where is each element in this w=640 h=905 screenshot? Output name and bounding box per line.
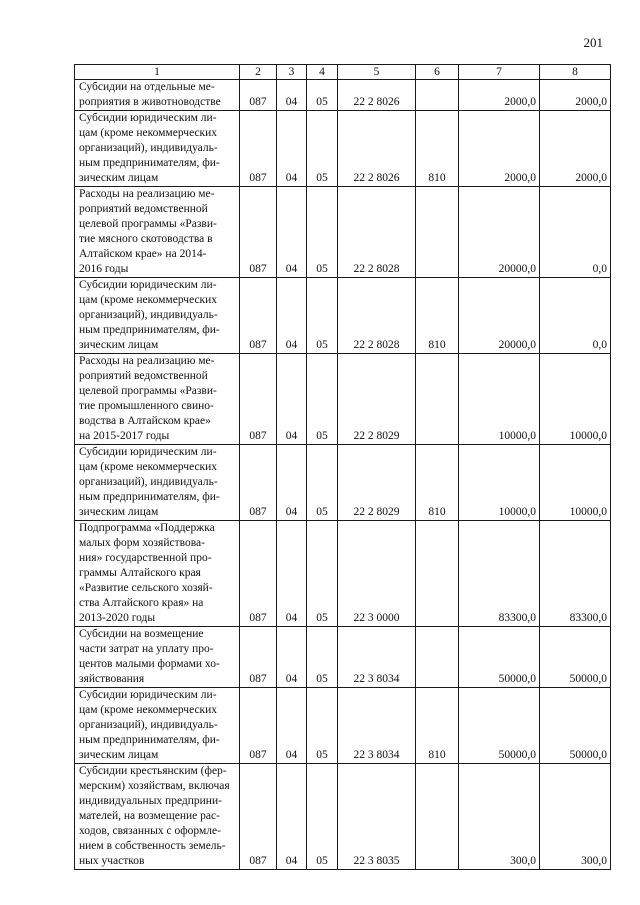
ministry-code-cell: 087: [240, 627, 277, 688]
subsection-code-cell: 05: [307, 354, 338, 445]
target-article-cell: 22 3 8034: [338, 688, 416, 764]
expense-name-cell: Субсидии крестьянским (фер- мерским) хозяйствам, включая индивидуальных предприни- мателей, на возмещение рас- ходов, связанных с оформле- нием в собственность земель- ных участков: [75, 764, 240, 870]
target-article-cell: 22 2 8026: [338, 80, 416, 111]
amount-year2-cell: 50000,0: [540, 627, 611, 688]
expense-name-cell: Субсидии на отдельные ме- роприятия в животноводстве: [75, 80, 240, 111]
section-code-cell: 04: [277, 80, 307, 111]
expense-name-cell: Субсидии юридическим ли- цам (кроме некоммерческих организаций), индивидуаль- ным предпринимателям, фи- зическим лицам: [75, 688, 240, 764]
amount-year2-cell: 300,0: [540, 764, 611, 870]
table-row: [75, 764, 611, 870]
column-header: 2: [240, 65, 277, 80]
subsection-code-cell: 05: [307, 278, 338, 354]
expense-type-cell: [416, 627, 459, 688]
section-code-cell: 04: [277, 764, 307, 870]
amount-year1-cell: 10000,0: [459, 354, 540, 445]
target-article-cell: 22 3 8034: [338, 627, 416, 688]
amount-year1-cell: 2000,0: [459, 80, 540, 111]
expense-type-cell: 810: [416, 688, 459, 764]
ministry-code-cell: 087: [240, 278, 277, 354]
expense-type-cell: [416, 80, 459, 111]
subsection-code-cell: 05: [307, 111, 338, 187]
section-code-cell: 04: [277, 445, 307, 521]
section-code-cell: 04: [277, 278, 307, 354]
section-code-cell: 04: [277, 111, 307, 187]
amount-year2-cell: 0,0: [540, 187, 611, 278]
amount-year1-cell: 83300,0: [459, 521, 540, 627]
column-header: 6: [416, 65, 459, 80]
ministry-code-cell: 087: [240, 80, 277, 111]
amount-year1-cell: 20000,0: [459, 187, 540, 278]
table-row: [75, 111, 611, 187]
section-code-cell: 04: [277, 354, 307, 445]
section-code-cell: 04: [277, 187, 307, 278]
subsection-code-cell: 05: [307, 521, 338, 627]
expense-name-cell: Расходы на реализацию ме- роприятий ведомственной целевой программы «Разви- тие промышленного свино- водства в Алтайском крае» на 2015-2017 годы: [75, 354, 240, 445]
amount-year2-cell: 0,0: [540, 278, 611, 354]
amount-year1-cell: 2000,0: [459, 111, 540, 187]
budget-table: [74, 64, 611, 870]
expense-type-cell: 810: [416, 111, 459, 187]
subsection-code-cell: 05: [307, 764, 338, 870]
amount-year2-cell: 2000,0: [540, 80, 611, 111]
table-row: [75, 278, 611, 354]
table-row: [75, 627, 611, 688]
subsection-code-cell: 05: [307, 187, 338, 278]
ministry-code-cell: 087: [240, 111, 277, 187]
amount-year2-cell: 83300,0: [540, 521, 611, 627]
ministry-code-cell: 087: [240, 764, 277, 870]
target-article-cell: 22 3 8035: [338, 764, 416, 870]
subsection-code-cell: 05: [307, 688, 338, 764]
amount-year2-cell: 2000,0: [540, 111, 611, 187]
column-header: 4: [307, 65, 338, 80]
column-header: 3: [277, 65, 307, 80]
table-row: [75, 80, 611, 111]
expense-name-cell: Подпрограмма «Поддержка малых форм хозяйствова- ния» государственной про- граммы Алтайского края «Развитие сельского хозяй- ства Алтайского края» на 2013-2020 годы: [75, 521, 240, 627]
column-header: 1: [75, 65, 240, 80]
table-row: [75, 354, 611, 445]
table-row: [75, 187, 611, 278]
ministry-code-cell: 087: [240, 445, 277, 521]
expense-type-cell: [416, 521, 459, 627]
table-row: [75, 445, 611, 521]
expense-name-cell: Расходы на реализацию ме- роприятий ведомственной целевой программы «Разви- тие мясного скотоводства в Алтайском крае» на 2014- 2016 годы: [75, 187, 240, 278]
target-article-cell: 22 2 8029: [338, 445, 416, 521]
ministry-code-cell: 087: [240, 521, 277, 627]
column-header: 8: [540, 65, 611, 80]
page-number: 201: [583, 35, 603, 50]
subsection-code-cell: 05: [307, 627, 338, 688]
expense-type-cell: 810: [416, 445, 459, 521]
expense-type-cell: 810: [416, 278, 459, 354]
amount-year2-cell: 10000,0: [540, 354, 611, 445]
expense-type-cell: [416, 187, 459, 278]
ministry-code-cell: 087: [240, 688, 277, 764]
subsection-code-cell: 05: [307, 80, 338, 111]
expense-name-cell: Субсидии юридическим ли- цам (кроме некоммерческих организаций), индивидуаль- ным предпринимателям, фи- зическим лицам: [75, 111, 240, 187]
target-article-cell: 22 2 8028: [338, 278, 416, 354]
ministry-code-cell: 087: [240, 354, 277, 445]
expense-name-cell: Субсидии на возмещение части затрат на уплату про- центов малыми формами хо- зяйствования: [75, 627, 240, 688]
column-header: 7: [459, 65, 540, 80]
target-article-cell: 22 2 8028: [338, 187, 416, 278]
section-code-cell: 04: [277, 688, 307, 764]
column-header: 5: [338, 65, 416, 80]
amount-year1-cell: 10000,0: [459, 445, 540, 521]
subsection-code-cell: 05: [307, 445, 338, 521]
amount-year1-cell: 20000,0: [459, 278, 540, 354]
amount-year1-cell: 50000,0: [459, 688, 540, 764]
header-row: [75, 65, 611, 80]
target-article-cell: 22 3 0000: [338, 521, 416, 627]
table-row: [75, 688, 611, 764]
section-code-cell: 04: [277, 627, 307, 688]
amount-year1-cell: 300,0: [459, 764, 540, 870]
section-code-cell: 04: [277, 521, 307, 627]
amount-year2-cell: 50000,0: [540, 688, 611, 764]
expense-type-cell: [416, 354, 459, 445]
table-row: [75, 521, 611, 627]
target-article-cell: 22 2 8029: [338, 354, 416, 445]
amount-year1-cell: 50000,0: [459, 627, 540, 688]
expense-type-cell: [416, 764, 459, 870]
expense-name-cell: Субсидии юридическим ли- цам (кроме некоммерческих организаций), индивидуаль- ным предпринимателям, фи- зическим лицам: [75, 278, 240, 354]
expense-name-cell: Субсидии юридическим ли- цам (кроме некоммерческих организаций), индивидуаль- ным предпринимателям, фи- зическим лицам: [75, 445, 240, 521]
amount-year2-cell: 10000,0: [540, 445, 611, 521]
ministry-code-cell: 087: [240, 187, 277, 278]
target-article-cell: 22 2 8026: [338, 111, 416, 187]
